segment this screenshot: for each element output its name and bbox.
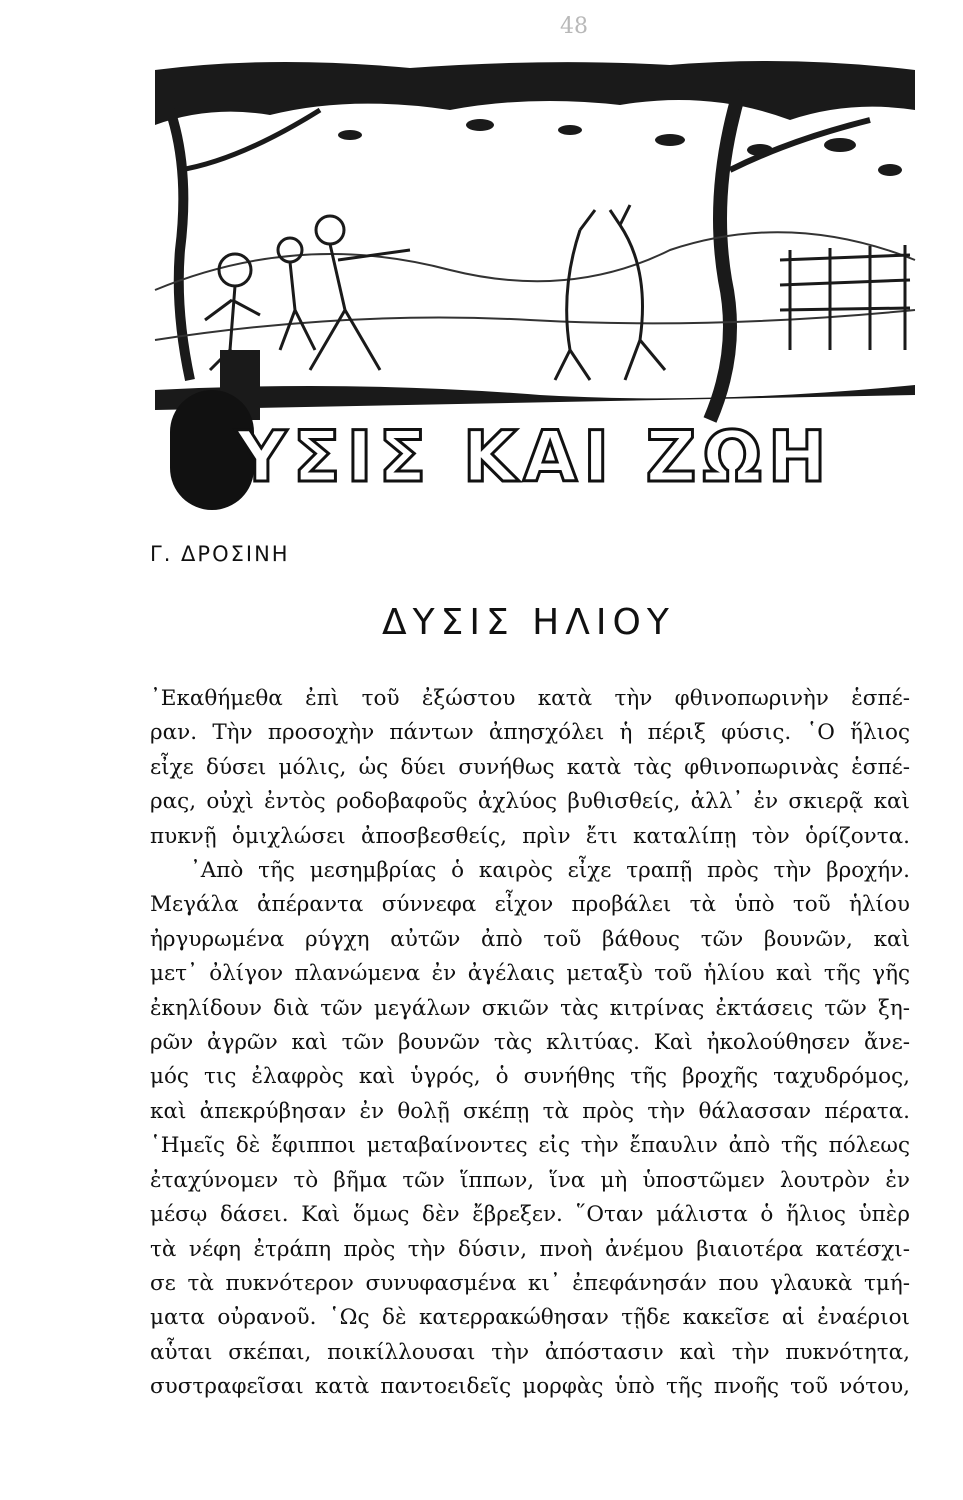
body-line: ἠργυρωμένα ρύγχη αὐτῶν ἀπὸ τοῦ βάθους τῶν βουνῶν, καὶ [150,926,910,952]
body-line: ἐταχύνομεν τὸ βῆμα τῶν ἵππων, ἵνα μὴ ὑποστῶμεν λουτρὸν ἐν [150,1167,910,1193]
body-line: ραν. Τὴν προσοχὴν πάντων ἀπησχόλει ἡ πέριξ φύσις. ῾Ο ἥλιος [150,720,910,746]
body-line: μός τις ἐλαφρὸς καὶ ὑγρός, ὁ συνήθης τῆς βροχῆς ταχυδρόμος, [150,1064,910,1090]
pastoral-scene-illustration-icon [150,50,920,450]
body-line: ἐκηλίδουν διὰ τῶν μεγάλων σκιῶν τὰς κιτρίνας ἐκτάσεις τῶν ξη- [150,995,910,1021]
body-line: ᾿Εκαθήμεθα ἐπὶ τοῦ ἐξώστου κατὰ τὴν φθινοπωρινὴν ἑσπέ- [150,686,910,711]
body-line: μέσῳ δάσει. Καὶ ὅμως δὲν ἔβρεξεν. ῞Οταν μάλιστα ὁ ἥλιος ὑπὲρ [150,1202,910,1228]
article-title: ΔΥΣΙΣ ΗΛΙΟΥ [382,602,675,643]
body-line: Μεγάλα ἀπέραντα σύννεφα εἶχον προβάλει τὰ ὑπὸ τοῦ ἡλίου [150,892,910,918]
page-number: 48 [560,14,588,39]
section-title: ΥΣΙΣ ΚΑΙ ΖΩΗ [236,416,833,498]
body-line: συστραφεῖσαι κατὰ παντοειδεῖς μορφὰς ὑπὸ τῆς πνοῆς τοῦ νότου, [150,1374,910,1400]
body-line: καὶ ἀπεκρύβησαν ἐν θολῇ σκέπῃ τὰ πρὸς τὴν θάλασσαν πέρατα. [150,1098,910,1124]
body-line: ματα οὐρανοῦ. ῾Ως δὲ κατερρακώθησαν τῇδε κακεῖσε αἱ ἐναέριοι [150,1305,910,1331]
body-line: ᾿Απὸ τῆς μεσημβρίας ὁ καιρὸς εἶχε τραπῇ πρὸς τὴν βροχήν. [190,858,910,884]
article-author: Γ. ΔΡΟΣΙΝΗ [150,542,290,566]
body-line: πυκνῇ ὁμιχλώσει ἀποσβεσθείς, πρὶν ἔτι καταλίπῃ τὸν ὁρίζοντα. [150,823,910,849]
body-line: ρῶν ἀγρῶν καὶ τῶν βουνῶν τὰς κλιτύας. Καὶ ἠκολούθησεν ἄνε- [150,1030,910,1056]
body-line: μετ᾿ ὀλίγον πλανώμενα ἐν ἀγέλαις μεταξὺ τοῦ ἡλίου καὶ τῆς γῆς [150,961,910,987]
body-line: τὰ νέφη ἐτράπη πρὸς τὴν δύσιν, πνοὴ ἀνέμου βιαιοτέρα κατέσχι- [150,1236,910,1262]
body-line: εἶχε δύσει μόλις, ὡς δύει συνήθως κατὰ τὰς φθινοπωρινὰς ἑσπέ- [150,754,910,780]
article-body [150,682,910,1405]
body-line: ῾Ημεῖς δὲ ἔφιπποι μεταβαίνοντες εἰς τὴν ἔπαυλιν ἀπὸ τῆς πόλεως [150,1133,910,1159]
body-line: ρας, οὐχὶ ἐντὸς ροδοβαφοῦς ἀχλύος βυθισθείς, ἀλλ᾿ ἐν σκιερᾷ καὶ [150,789,910,815]
body-line: σε τὰ πυκνότερον συνυφασμένα κι᾿ ἐπεφάνησάν που γλαυκὰ τμή- [150,1270,910,1296]
body-line: αὗται σκέπαι, ποικίλλουσαι τὴν ἀπόστασιν καὶ τὴν πυκνότητα, [150,1339,910,1365]
